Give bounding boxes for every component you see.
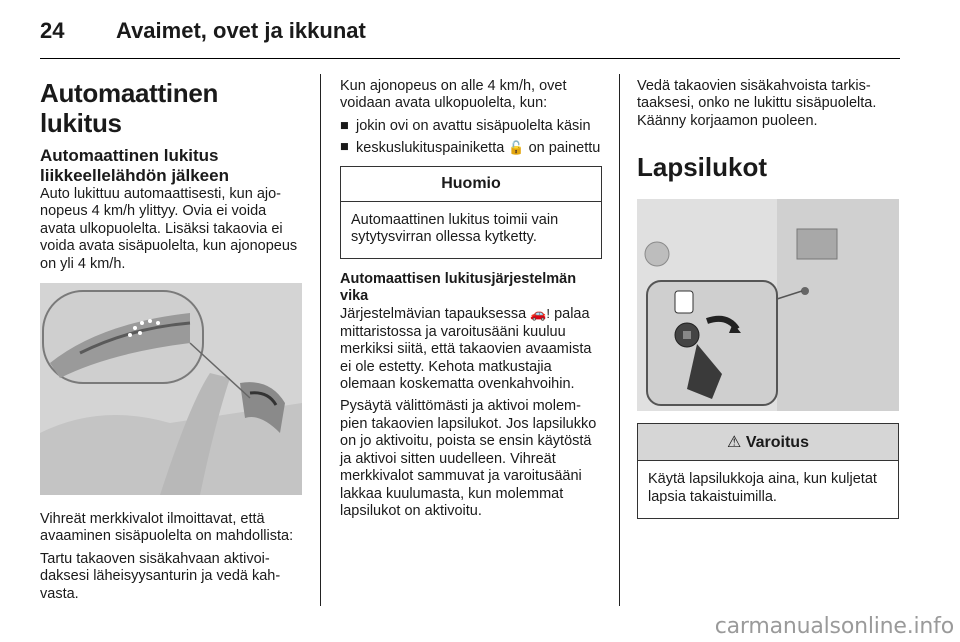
note-body: Automaattinen lukitus toimii vain sytytysvirran ollessa kytketty. bbox=[351, 211, 559, 246]
column-divider-1 bbox=[320, 74, 321, 606]
list-item: ■ keskuslukituspainiketta 🔓 on painettu bbox=[340, 139, 601, 157]
subsection-title: Automaattinen lukitus liikkeellelähdön jälkeen bbox=[40, 146, 229, 185]
warning-body: Käytä lapsilukkoja aina, kun kuljetat lapsia takaistuimilla. bbox=[648, 471, 877, 505]
paragraph: Vedä takaovien sisäkahvoista tarkistaaksesi, onko ne lukittu sisäpuolelta. Käänny korjaamon puoleen. bbox=[637, 78, 877, 129]
warning-car-icon: 🚗! bbox=[530, 306, 551, 322]
conditions-list bbox=[340, 118, 602, 158]
column-2 bbox=[340, 78, 602, 525]
watermark: carmanualsonline.info bbox=[714, 614, 954, 639]
list-item: ■ jokin ovi on avattu sisäpuolelta käsin bbox=[340, 117, 591, 134]
paragraph: Vihreät merkkivalot ilmoittavat, että avaaminen sisäpuolelta on mahdollista: bbox=[40, 511, 294, 545]
warning-title: Varoitus bbox=[745, 434, 809, 452]
fault-subsection-title: Automaattisen lukitusjärjestelmän vika bbox=[340, 271, 577, 305]
door-handle-figure bbox=[40, 283, 302, 495]
paragraph: Tartu takaoven sisäkahvaan aktivoidaksesi läheisyysanturin ja vedä kahvasta. bbox=[40, 550, 281, 602]
note-title: Huomio bbox=[341, 167, 601, 202]
warning-box bbox=[637, 423, 899, 519]
paragraph: Järjestelmävian tapauksessa 🚗! palaa mittaristossa ja varoitusääni kuuluu merkiksi siitä, että takaovien avaamista ei ole estetty. Kehota matkustajia olemaan koskematta ovenkahvoihin. bbox=[340, 306, 592, 393]
header-rule bbox=[40, 58, 900, 59]
page-number: 24 bbox=[40, 18, 65, 43]
column-1 bbox=[40, 78, 305, 608]
child-lock-figure bbox=[637, 199, 899, 411]
column-divider-2 bbox=[619, 74, 620, 606]
column-3 bbox=[637, 78, 899, 531]
paragraph: Pysäytä välittömästi ja aktivoi molempien takaovien lapsilukot. Jos lapsilukko on jo aktivoitu, poista se ensin käytöstä ja aktivoi sitten uudelleen. Vihreät merkkivalot sammuvat ja varoitusääni lakkaa kuulumasta, kun molemmat lapsilukot on aktivoitu. bbox=[340, 398, 597, 519]
bullet-marker: ■ bbox=[340, 117, 349, 134]
paragraph: Auto lukittuu automaattisesti, kun ajonopeus 4 km/h ylittyy. Ovia ei voida avata ulkopuolelta. Lisäksi takaovia ei voida avata sisäpuolelta, kun ajonopeus on yli 4 km/h. bbox=[40, 186, 298, 272]
bullet-marker: ■ bbox=[340, 139, 349, 156]
page-header bbox=[40, 18, 900, 58]
warning-header bbox=[638, 424, 898, 461]
paragraph: Kun ajonopeus on alle 4 km/h, ovet voidaan avata ulkopuolelta, kun: bbox=[340, 78, 567, 112]
note-box bbox=[340, 166, 602, 260]
section-title-child-locks: Lapsilukot bbox=[637, 152, 768, 183]
chapter-title: Avaimet, ovet ja ikkunat bbox=[116, 18, 366, 43]
section-title-automatic-locking: Automaattinen lukitus bbox=[40, 78, 219, 138]
warning-icon: ⚠ bbox=[727, 434, 742, 452]
lock-icon: 🔓 bbox=[508, 140, 525, 156]
